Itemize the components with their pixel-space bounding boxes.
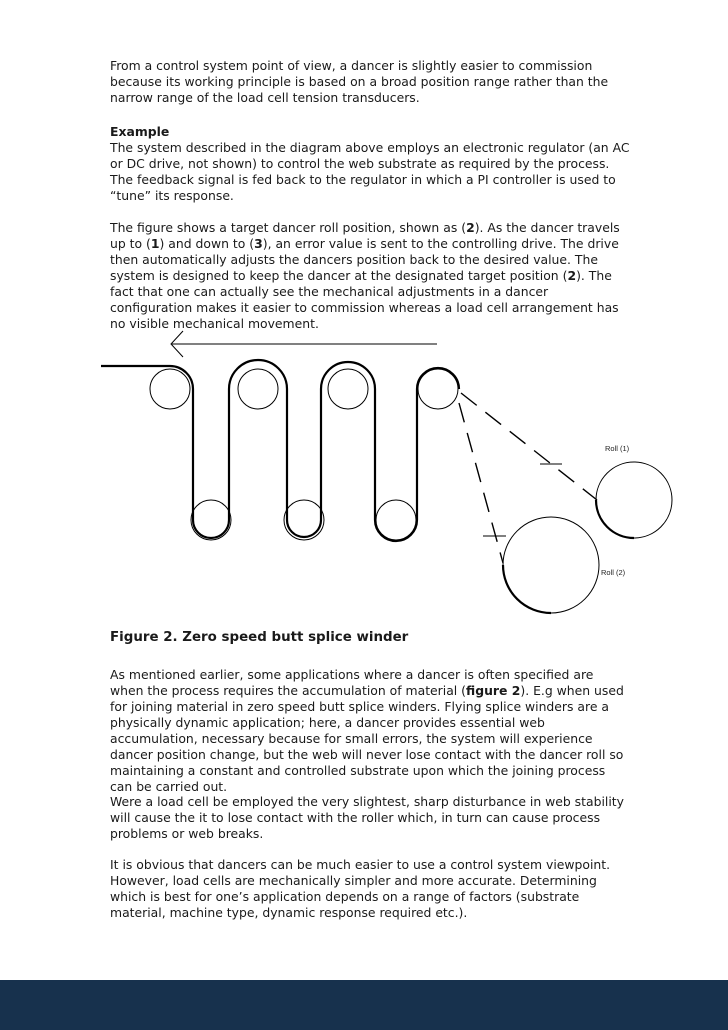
dancer-roller-2	[284, 500, 324, 540]
dancer-position-paragraph: The figure shows a target dancer roll position, shown as (2). As the dancer travels up to (1) and down to (3), an error value is sent to the controlling drive. The drive then automatically adjusts the dancers position back to the desired value. The system is designed to keep the dancer at the designated target position (2). The fact that one can actually see the mechanical adjustments in a dancer configuration makes it easier to commission whereas a load cell arrangement has no visible mechanical movement.	[110, 220, 620, 331]
position-ref-1: 1	[150, 236, 160, 251]
roll-2-web-wrap	[503, 565, 551, 613]
load-cell-paragraph: Were a load cell be employed the very slightest, sharp disturbance in web stability will cause the it to lose contact with the roller which, in turn can cause process problems or web breaks.	[110, 794, 624, 841]
footer-bar	[0, 980, 728, 1030]
conclusion-paragraph: It is obvious that dancers can be much easier to use a control system viewpoint. However, load cells are mechanically simpler and more accurate. Determining which is best for one’s application depends on a range of factors (substrate material, machine type, dynamic response required etc.).	[110, 857, 611, 920]
roll-1-label: Roll (1)	[605, 444, 630, 453]
position-ref-2: 2	[466, 220, 475, 235]
top-roller-1	[150, 369, 190, 409]
splice-winder-diagram	[0, 325, 728, 625]
roll-2-label: Roll (2)	[601, 568, 626, 577]
position-ref-3: 3	[254, 236, 263, 251]
figure-reference: figure 2	[466, 683, 521, 698]
example-heading: Example	[110, 124, 170, 139]
accumulation-paragraph: As mentioned earlier, some applications where a dancer is often specified are when the process requires the accumulation of material (figure 2). E.g when used for joining material in zero speed butt splice winders. Flying splice winders are a physically dynamic application; here, a dancer provides essential web accumulation, necessary because for small errors, the system will experience dancer position change, but the web will never lose contact with the dancer roll so maintaining a constant and controlled substrate upon which the joining process can be carried out.	[110, 667, 624, 794]
dancer-roller-3	[376, 500, 416, 540]
web-path	[101, 360, 459, 541]
intro-paragraph: From a control system point of view, a dancer is slightly easier to commission because its working principle is based on a broad position range rather than the narrow range of the load cell tension transducers.	[110, 58, 609, 105]
top-roller-3	[328, 369, 368, 409]
top-roller-2	[238, 369, 278, 409]
web-direction-arrow	[171, 331, 437, 357]
dancer-roller-1	[191, 500, 231, 540]
example-paragraph: The system described in the diagram above employs an electronic regulator (an AC or DC drive, not shown) to control the web substrate as required by the process. The feedback signal is fed back to the regulator in which a PI controller is used to “tune” its response.	[110, 140, 630, 203]
top-roller-4	[418, 369, 458, 409]
figure-caption: Figure 2. Zero speed butt splice winder	[110, 630, 409, 645]
roll-1-web-wrap	[596, 500, 634, 538]
position-ref-2-again: 2	[567, 268, 577, 283]
